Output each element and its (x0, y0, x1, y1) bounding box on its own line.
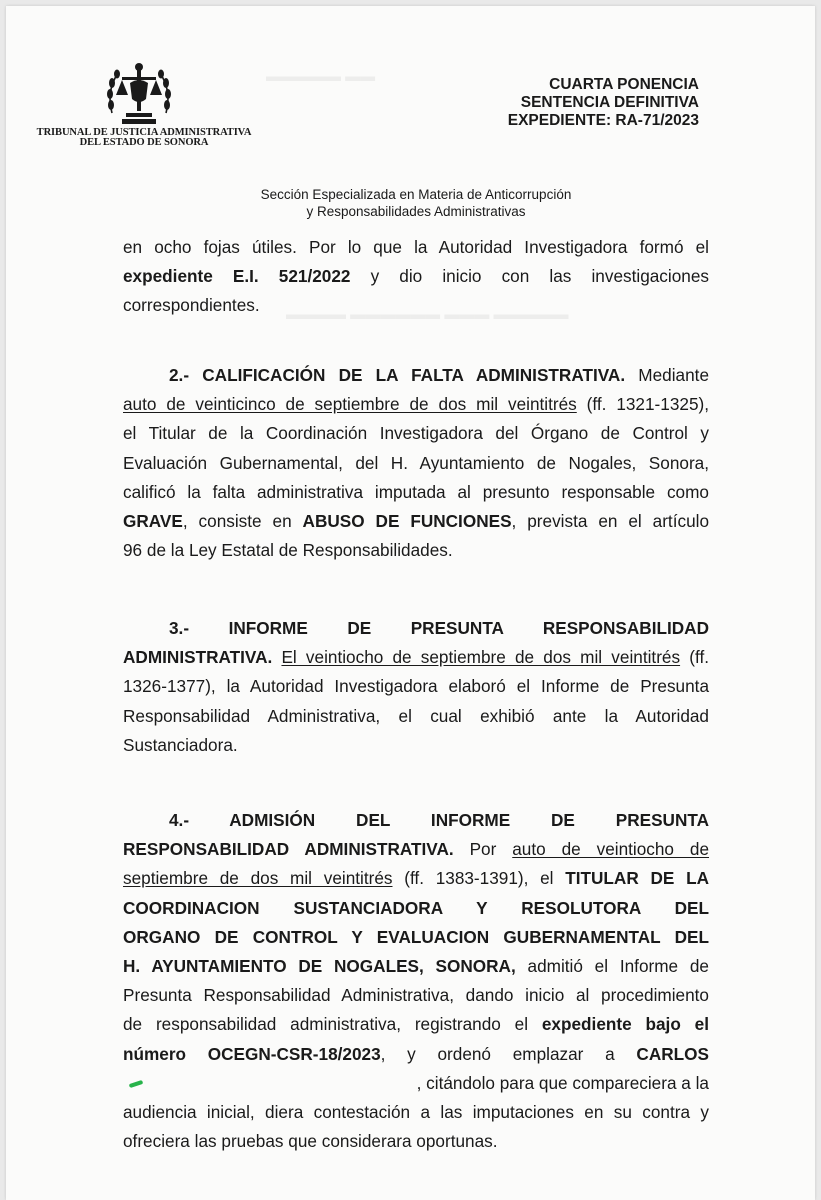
text-line: 96 de la Ley Estatal de Responsabilidades. (123, 540, 453, 561)
paragraph-2 (123, 361, 709, 565)
document-page (6, 6, 815, 1200)
ponencia-label: CUARTA PONENCIA (549, 76, 699, 93)
text-line: Presunta Responsabilidad Administrativa, dando inicio al procedimiento (123, 985, 709, 1006)
authority-name: TITULAR DE LA (565, 868, 709, 889)
text-line (123, 1010, 709, 1039)
coat-of-arms-seal-icon (102, 61, 176, 131)
text-run: admitió el Informe de (515, 956, 709, 977)
paragraph-4 (123, 806, 709, 1156)
authority-name: ORGANO DE CONTROL Y EVALUACION GUBERNAMENTAL DEL (123, 926, 709, 947)
text-line (123, 361, 709, 390)
text-line (123, 1040, 709, 1069)
paragraph-1 (123, 233, 709, 321)
text-line: Sustanciadora. (123, 734, 238, 755)
heading-continuation: ADMINISTRATIVA. (123, 647, 273, 668)
text-line (123, 390, 709, 419)
text-run: de responsabilidad administrativa, registrando el (123, 1014, 542, 1035)
tribunal-line-1: TRIBUNAL DE JUSTICIA ADMINISTRATIVA (36, 127, 252, 138)
text-run: , y ordenó emplazar a (380, 1043, 637, 1064)
section-heading: 3.- INFORME DE PRESUNTA RESPONSABILIDAD (169, 618, 709, 638)
text-run: Mediante (625, 365, 709, 385)
case-header (508, 76, 699, 130)
text-run: (ff. (680, 647, 709, 668)
text-run: (ff. 1383-1391), el (392, 868, 566, 889)
text-run: , prevista en el artículo (511, 511, 710, 532)
text-line (123, 1069, 709, 1098)
text-run: y dio inicio con las investigaciones (350, 266, 709, 287)
date-reference: El veintiocho de septiembre de dos mil veintitrés (281, 647, 681, 668)
text-line (123, 835, 709, 864)
text-line: en ocho fojas útiles. Por lo que la Autoridad Investigadora formó el (123, 237, 709, 257)
text-line: calificó la falta administrativa imputada al presunto responsable como (123, 481, 709, 502)
section-heading: 4.- ADMISIÓN DEL INFORME DE PRESUNTA (169, 810, 709, 830)
tribunal-name (32, 128, 256, 148)
text-line: el Titular de la Coordinación Investigadora del Órgano de Control y (123, 423, 709, 444)
text-line: Responsabilidad Administrativa, el cual exhibió ante la Autoridad (123, 705, 709, 726)
text-run: (ff. 1321-1325), (576, 394, 710, 415)
text-line (123, 864, 709, 893)
severity-label: GRAVE (123, 511, 183, 532)
defendant-name: CARLOS (636, 1043, 709, 1064)
text-run: , citándolo para que compareciera a la (416, 1072, 709, 1093)
case-reference: número OCEGN-CSR-18/2023 (123, 1043, 381, 1064)
case-reference: expediente bajo el (541, 1014, 710, 1035)
show-through: ▬▬▬▬▬ ▬▬ (266, 68, 376, 85)
text-line (123, 952, 709, 981)
text-run: , consiste en (182, 511, 303, 532)
text-line: correspondientes. (123, 295, 260, 316)
section-heading: 2.- CALIFICACIÓN DE LA FALTA ADMINISTRATIVA. (169, 365, 626, 385)
text-run: Por (453, 839, 513, 860)
text-line: audiencia inicial, diera contestación a las imputaciones en su contra y (123, 1102, 709, 1123)
text-line (123, 643, 709, 672)
redacted-name (147, 1075, 417, 1089)
section-line-2: y Responsabilidades Administrativas (306, 204, 526, 219)
text-line: ofreciera las pruebas que considerara oportunas. (123, 1131, 498, 1152)
text-line: 1326-1377), la Autoridad Investigadora elaboró el Informe de Presunta (123, 676, 709, 697)
case-reference: expediente E.I. 521/2022 (123, 266, 351, 287)
date-reference: auto de veinticinco de septiembre de dos mil veintitrés (123, 394, 577, 415)
section-line-1: Sección Especializada en Materia de Anticorrupción (260, 187, 572, 202)
authority-name: COORDINACION SUSTANCIADORA Y RESOLUTORA DEL (123, 897, 709, 918)
case-number: EXPEDIENTE: RA-71/2023 (507, 112, 699, 129)
sentence-type: SENTENCIA DEFINITIVA (520, 94, 699, 111)
show-through: ▬▬▬▬ ▬▬▬▬▬▬ ▬▬▬ ▬▬▬▬▬ (286, 306, 569, 323)
offense-label: ABUSO DE FUNCIONES (302, 511, 512, 532)
paragraph-3 (123, 614, 709, 760)
tribunal-line-2: DEL ESTADO DE SONORA (79, 137, 209, 148)
authority-name: H. AYUNTAMIENTO DE NOGALES, SONORA, (123, 956, 516, 977)
date-reference: auto de veintiocho de (512, 839, 710, 860)
date-reference: septiembre de dos mil veintitrés (123, 868, 393, 889)
heading-continuation: RESPONSABILIDAD ADMINISTRATIVA. (123, 839, 454, 860)
text-line (123, 507, 709, 536)
text-line: Evaluación Gubernamental, del H. Ayuntamiento de Nogales, Sonora, (123, 452, 709, 473)
section-title (206, 186, 626, 220)
text-line (123, 262, 709, 291)
highlighter-mark (128, 1080, 143, 1088)
